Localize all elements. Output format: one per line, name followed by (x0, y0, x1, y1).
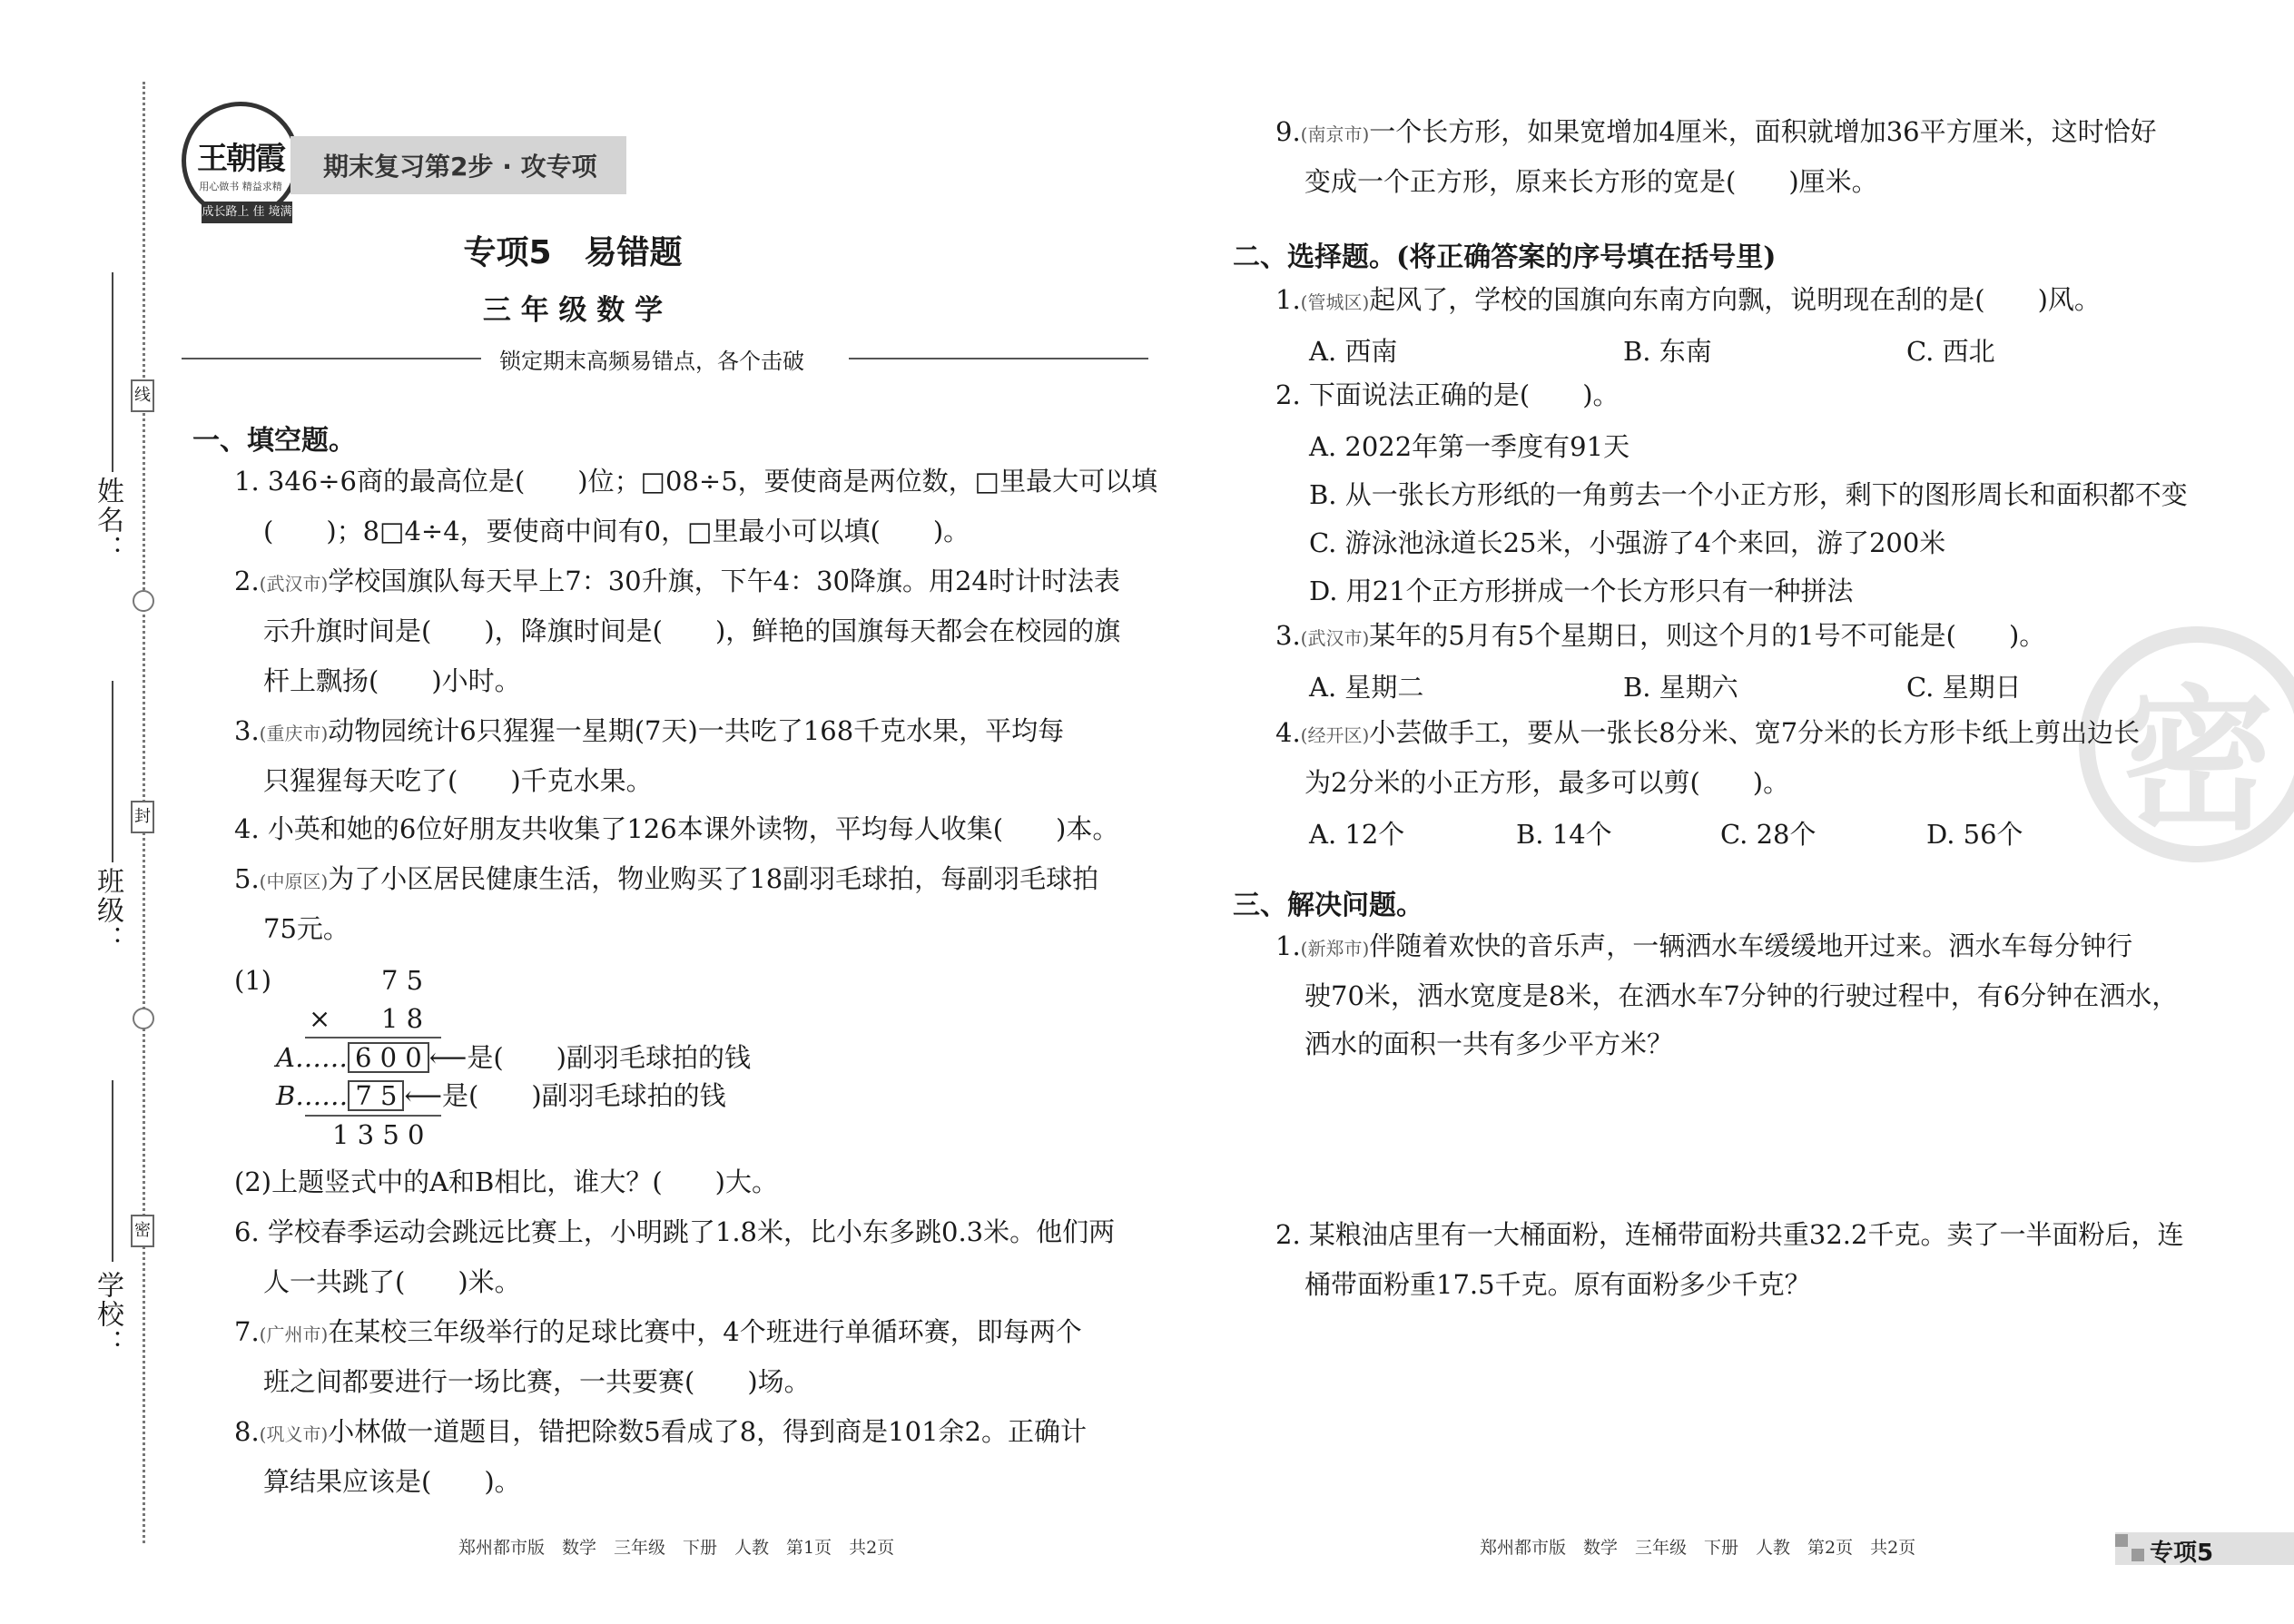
mi-marker: 密 (131, 1215, 154, 1247)
q2-num: 2. (234, 566, 260, 596)
q1-line2: ( )；8□4÷4，要使商中间有0，□里最小可以填( )。 (263, 516, 970, 546)
q5-b-box: 7 5 (348, 1080, 404, 1111)
c4-option-c: C. 28个 (1720, 819, 1816, 850)
s1-line1 (1275, 928, 2132, 967)
binding-hole-1 (133, 590, 154, 612)
logo-subtext: 用心做书 精益求精 (199, 181, 282, 192)
c4-option-b: B. 14个 (1516, 819, 1612, 850)
section3-heading: 三、解决问题。 (1233, 890, 1423, 921)
s1-line3: 洒水的面积一共有多少平方米？ (1305, 1029, 1674, 1059)
section-tag: 专项5 (2150, 1540, 2214, 1567)
q5-a-label: A…… (276, 1042, 348, 1073)
s2-line1: 2. 某粮油店里有一大桶面粉，连桶带面粉共重32.2千克。卖了一半面粉后，连 (1275, 1219, 2184, 1250)
c1-text: 起风了，学校的国旗向东南方向飘，说明现在刮的是( )风。 (1369, 284, 2101, 315)
c2-line: 2. 下面说法正确的是( )。 (1275, 379, 1620, 410)
q5-text: 为了小区居民健康生活，物业购买了18副羽毛球拍，每副羽毛球拍 (328, 863, 1099, 894)
c4-option-a: A. 12个 (1309, 819, 1405, 850)
q5-a-text: ⟵是( )副羽毛球拍的钱 (428, 1042, 751, 1073)
c3-option-a: A. 星期二 (1309, 672, 1424, 703)
q3-line2: 只猩猩每天吃了( )千克水果。 (263, 765, 653, 796)
school-underline (112, 1080, 113, 1262)
c4-num: 4. (1275, 717, 1301, 748)
page-subtitle: 三 年 级 数 学 (482, 294, 664, 327)
q8-line2: 算结果应该是( )。 (263, 1466, 521, 1497)
q5-source: (中原区) (259, 871, 329, 892)
q8-line1 (234, 1413, 1087, 1452)
q5-product: 1 3 5 0 (332, 1119, 425, 1150)
q7-line2: 班之间都要进行一场比赛，一共要赛( )场。 (263, 1366, 811, 1397)
q7-source: (广州市) (259, 1324, 329, 1345)
tag-square-2 (2132, 1549, 2144, 1561)
q7-line1 (234, 1314, 1082, 1353)
q5-row-b (276, 1078, 726, 1114)
q5-multiplier: 1 8 (381, 1003, 424, 1034)
q3-line1 (234, 713, 1064, 752)
c2-option-a: A. 2022年第一季度有91天 (1309, 431, 1630, 462)
q5-a-box: 6 0 0 (348, 1042, 429, 1073)
class-label: 班级： (92, 867, 123, 954)
tagline: 锁定期末高频易错点，各个击破 (499, 349, 804, 374)
c3-text: 某年的5月有5个星期日，则这个月的1号不可能是( )。 (1369, 620, 2046, 651)
q2-text: 学校国旗队每天早上7：30升旗，下午4：30降旗。用24时计时法表 (328, 566, 1120, 596)
q7-text: 在某校三年级举行的足球比赛中，4个班进行单循环赛，即每两个 (328, 1316, 1082, 1347)
c3-option-b: B. 星期六 (1623, 672, 1738, 703)
step-banner-text: 期末复习第2步 · 攻专项 (323, 152, 597, 182)
feng-marker: 封 (131, 801, 154, 833)
tag-square-1 (2115, 1534, 2128, 1547)
q9-line1 (1275, 113, 2157, 153)
c2-option-c: C. 游泳池泳道长25米，小强游了4个来回，游了200米 (1309, 527, 1946, 558)
c1-option-c: C. 西北 (1906, 336, 1995, 367)
c3-num: 3. (1275, 620, 1301, 651)
q5-part2: (2)上题竖式中的A和B相比，谁大？( )大。 (234, 1166, 778, 1197)
q9-line2: 变成一个正方形，原来长方形的宽是( )厘米。 (1305, 166, 1878, 197)
q2-line2: 示升旗时间是( )，降旗时间是( )，鲜艳的国旗每天都会在校园的旗 (263, 615, 1121, 646)
q5-multiplicand: 7 5 (381, 965, 424, 996)
c2-option-d: D. 用21个正方形拼成一个长方形只有一种拼法 (1309, 576, 1854, 606)
q6-line2: 人一共跳了( )米。 (263, 1266, 521, 1297)
q5-row-a (276, 1039, 751, 1076)
s1-num: 1. (1275, 930, 1301, 961)
c4-line2: 为2分米的小正方形，最多可以剪( )。 (1305, 767, 1790, 798)
c1-num: 1. (1275, 284, 1301, 315)
page-title: 专项5 易错题 (463, 234, 683, 271)
s1-line2: 驶70米，洒水宽度是8米，在洒水车7分钟的行驶过程中，有6分钟在洒水， (1305, 980, 2179, 1011)
tagline-right-rule (849, 358, 1148, 359)
c4-line1 (1275, 714, 2140, 753)
q5-num: 5. (234, 863, 260, 894)
s1-source: (新郑市) (1300, 938, 1370, 960)
q8-source: (巩义市) (259, 1423, 329, 1445)
q5-part1-label: (1) (234, 965, 272, 996)
tagline-left-rule (182, 358, 481, 359)
q5-line2: 75元。 (263, 913, 350, 944)
xian-marker: 线 (131, 379, 154, 412)
school-label: 学校： (92, 1271, 123, 1358)
q9-text: 一个长方形，如果宽增加4厘米，面积就增加36平方厘米，这时恰好 (1369, 116, 2157, 147)
section2-heading: 二、选择题。(将正确答案的序号填在括号里) (1233, 241, 1777, 273)
q9-num: 9. (1275, 116, 1301, 147)
q5-times-sign: × (309, 1003, 331, 1034)
q6-line1: 6. 学校春季运动会跳远比赛上，小明跳了1.8米，比小东多跳0.3米。他们两 (234, 1216, 1116, 1247)
c3-line (1275, 617, 2045, 656)
c3-option-c: C. 星期日 (1906, 672, 2022, 703)
q3-text: 动物园统计6只猩猩一星期(7天)一共吃了168千克水果，平均每 (328, 715, 1065, 746)
c3-source: (武汉市) (1300, 627, 1370, 649)
q7-num: 7. (234, 1316, 260, 1347)
q5-b-text: ⟵是( )副羽毛球拍的钱 (404, 1080, 726, 1111)
s1-text: 伴随着欢快的音乐声，一辆洒水车缓缓地开过来。洒水车每分钟行 (1369, 930, 2133, 961)
q1-line1: 1. 346÷6商的最高位是( )位；□08÷5，要使商是两位数，□里最大可以填 (234, 466, 1158, 497)
q5-line1 (234, 861, 1098, 900)
q8-num: 8. (234, 1416, 260, 1447)
footer-left: 郑州都市版 数学 三年级 下册 人教 第1页 共2页 (458, 1538, 895, 1558)
c1-source: (管城区) (1300, 291, 1370, 313)
c2-option-b: B. 从一张长方形纸的一角剪去一个小正方形，剩下的图形周长和面积都不变 (1309, 479, 2188, 510)
q2-line1 (234, 563, 1120, 602)
c4-text: 小芸做手工，要从一张长8分米、宽7分米的长方形卡纸上剪出边长 (1369, 717, 2141, 748)
q3-num: 3. (234, 715, 260, 746)
c4-option-d: D. 56个 (1926, 819, 2023, 850)
binding-hole-2 (133, 1008, 154, 1029)
q5-b-label: B…… (276, 1080, 349, 1111)
c4-source: (经开区) (1300, 724, 1370, 746)
section1-heading: 一、填空题。 (192, 425, 356, 457)
c1-line (1275, 281, 2101, 320)
mi-watermark: 密 (2079, 626, 2294, 862)
q8-text: 小林做一道题目，错把除数5看成了8，得到商是101余2。正确计 (328, 1416, 1087, 1447)
class-underline (112, 681, 113, 862)
q2-line3: 杆上飘扬( )小时。 (263, 665, 521, 696)
c1-option-a: A. 西南 (1309, 336, 1398, 367)
s2-line2: 桶带面粉重17.5千克。原有面粉多少千克？ (1305, 1269, 1811, 1300)
q2-source: (武汉市) (259, 573, 329, 595)
c1-option-b: B. 东南 (1623, 336, 1712, 367)
name-label: 姓名： (92, 477, 123, 564)
logo-ribbon: 成长路上 佳 境满天 (202, 202, 292, 223)
logo-text: 王朝霞 (197, 141, 284, 177)
q5-rule-1 (305, 1037, 441, 1038)
q3-source: (重庆市) (259, 723, 329, 744)
q9-source: (南京市) (1300, 123, 1370, 145)
q4-line1: 4. 小英和她的6位好朋友共收集了126本课外读物，平均每人收集( )本。 (234, 813, 1119, 844)
footer-right: 郑州都市版 数学 三年级 下册 人教 第2页 共2页 (1480, 1538, 1916, 1558)
